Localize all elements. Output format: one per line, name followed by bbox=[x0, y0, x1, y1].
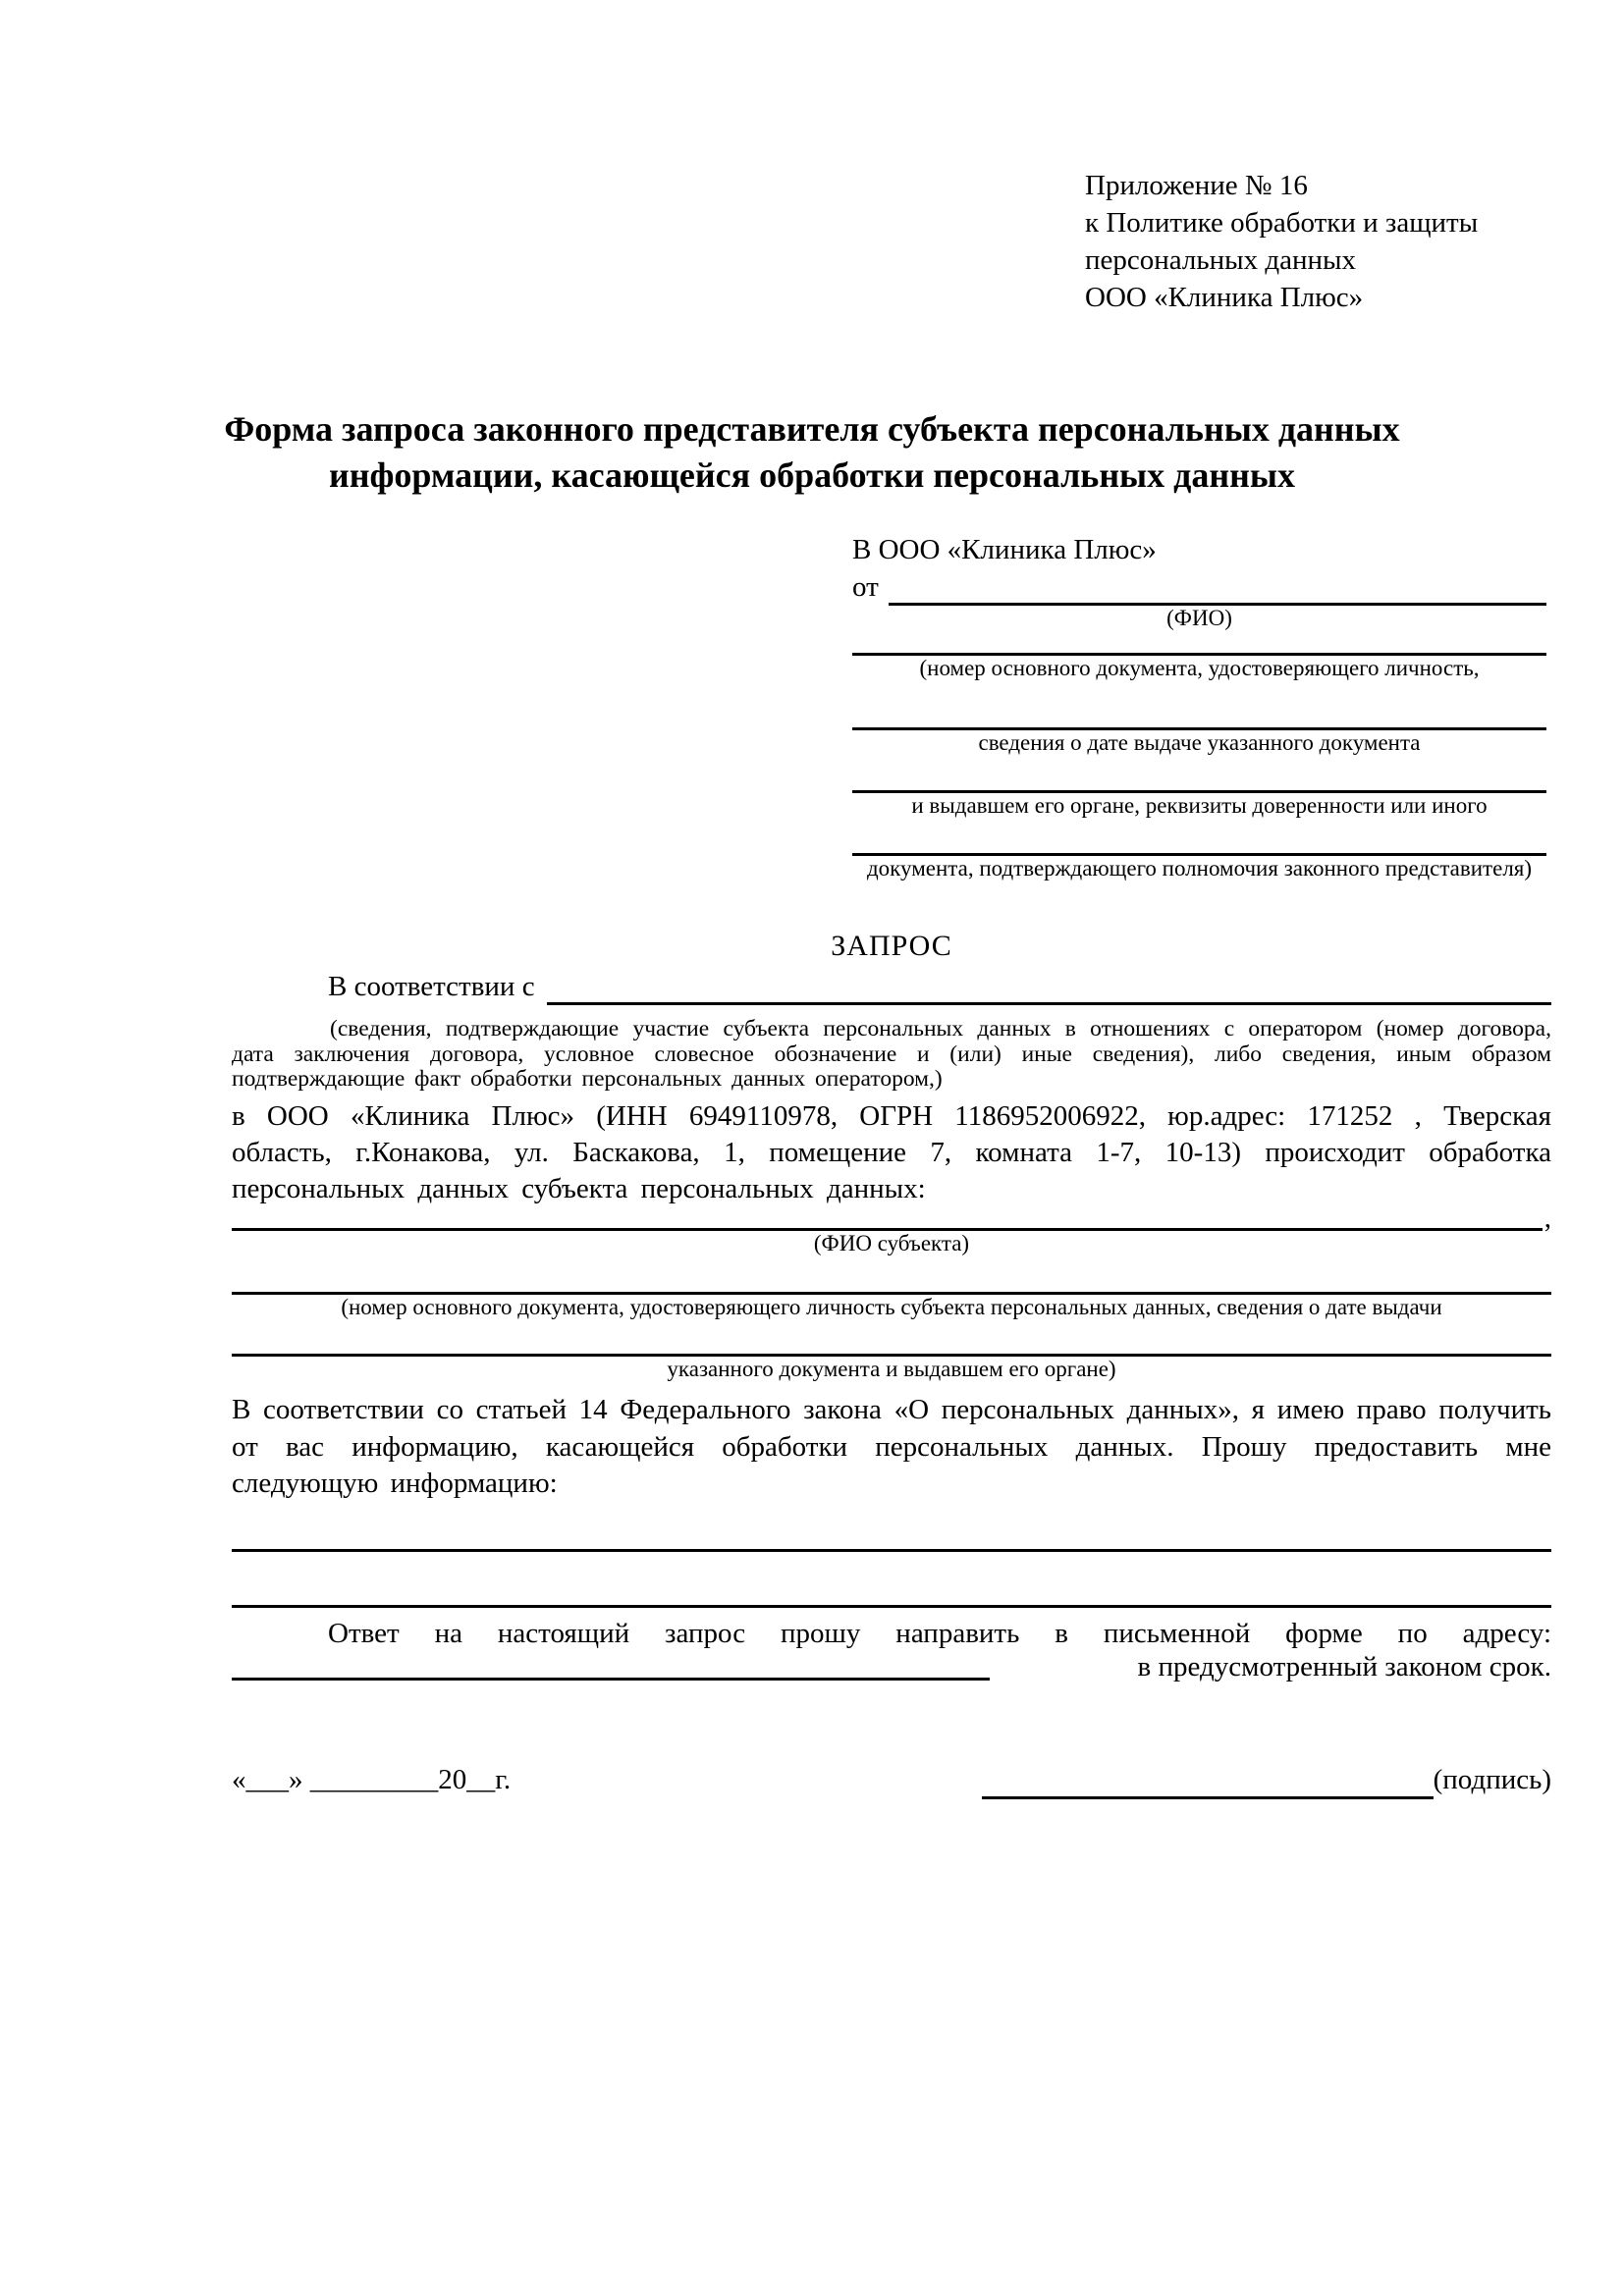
subject-doc-caption2: указанного документа и выдавшем его органе) bbox=[667, 1357, 1116, 1382]
subject-fio-row bbox=[232, 1202, 1551, 1235]
subject-fio-caption: (ФИО субъекта) bbox=[813, 1231, 970, 1256]
document-title-line2: информации, касающейся обработки персональных данных bbox=[329, 455, 1295, 495]
in-accordance-row bbox=[232, 966, 1551, 1005]
signature-group bbox=[982, 1760, 1551, 1799]
representative-authority-caption: документа, подтверждающего полномочия законного представителя) bbox=[866, 856, 1533, 881]
in-accordance-label: В соответствии с bbox=[328, 971, 535, 1002]
document-title-line1: Форма запроса законного представителя субъекта персональных данных bbox=[224, 409, 1400, 449]
policy-reference-line2: персональных данных bbox=[1085, 244, 1357, 276]
blank-fill-line bbox=[232, 1605, 1551, 1608]
from-blank-line bbox=[889, 570, 1546, 606]
address-blank-line bbox=[232, 1654, 990, 1681]
subject-doc-caption1: (номер основного документа, удостоверяющего личность субъекта персональных данных, сведения о дате выдачи bbox=[341, 1295, 1442, 1320]
blank-fill-line bbox=[232, 1549, 1551, 1552]
signature-blank-line bbox=[982, 1763, 1434, 1799]
request-heading: ЗАПРОС bbox=[831, 930, 952, 962]
document-title bbox=[0, 406, 1624, 499]
organization-name: ООО «Клиника Плюс» bbox=[1085, 282, 1364, 313]
request-body bbox=[232, 927, 1551, 1681]
blank-fill-line bbox=[232, 1208, 1543, 1231]
reply-deadline-text: в предусмотренный законом срок. bbox=[1137, 1651, 1551, 1683]
date-field: «___» _________20__г. bbox=[232, 1764, 512, 1795]
reply-request-line: Ответ на настоящий запрос прошу направить в письменной форме по адресу: bbox=[328, 1618, 1551, 1650]
appendix-header bbox=[1085, 167, 1478, 316]
law-paragraph: В соответствии со статьей 14 Федерального закона «О персональных данных», я имею право получить от вас информацию, касающейся обработки персональных данных. Прошу предоставить мне следующую информацию: bbox=[232, 1394, 1551, 1499]
doc-number-caption: (номер основного документа, удостоверяющего личность, bbox=[919, 656, 1480, 680]
addressee-to: В ООО «Клиника Плюс» bbox=[852, 534, 1157, 565]
operator-paragraph: в ООО «Клиника Плюс» (ИНН 6949110978, ОГРН 1186952006922, юр.адрес: 171252 , Тверская область, г.Конакова, ул. Баскакова, 1, помещение 7, комната 1-7, 10-13) происходит обработка персональных данных субъекта персональных данных: bbox=[232, 1099, 1551, 1205]
appendix-number: Приложение № 16 bbox=[1085, 170, 1308, 201]
addressee-block bbox=[852, 531, 1546, 881]
date-signature-row bbox=[232, 1760, 1551, 1799]
reply-address-row bbox=[232, 1653, 1551, 1681]
blank-fill-line bbox=[547, 968, 1551, 1005]
from-label: от bbox=[852, 571, 879, 603]
signature-caption: (подпись) bbox=[1433, 1764, 1551, 1795]
policy-reference-line1: к Политике обработки и защиты bbox=[1085, 207, 1479, 239]
issue-date-caption: сведения о дате выдаче указанного документа bbox=[978, 730, 1421, 755]
relation-evidence-note: (сведения, подтверждающие участие субъекта персональных данных в отношениях с оператором (номер договора, дата заключения договора, условное словесное обозначение и (или) иные сведения), либо сведения, иным образом подтверждающие факт обработки персональных данных оператором,) bbox=[232, 1016, 1551, 1092]
trailing-comma: , bbox=[1543, 1202, 1551, 1235]
fio-caption: (ФИО) bbox=[1166, 606, 1232, 630]
from-row bbox=[852, 568, 1546, 606]
issuing-authority-caption: и выдавшем его органе, реквизиты доверенности или иного bbox=[911, 793, 1488, 818]
